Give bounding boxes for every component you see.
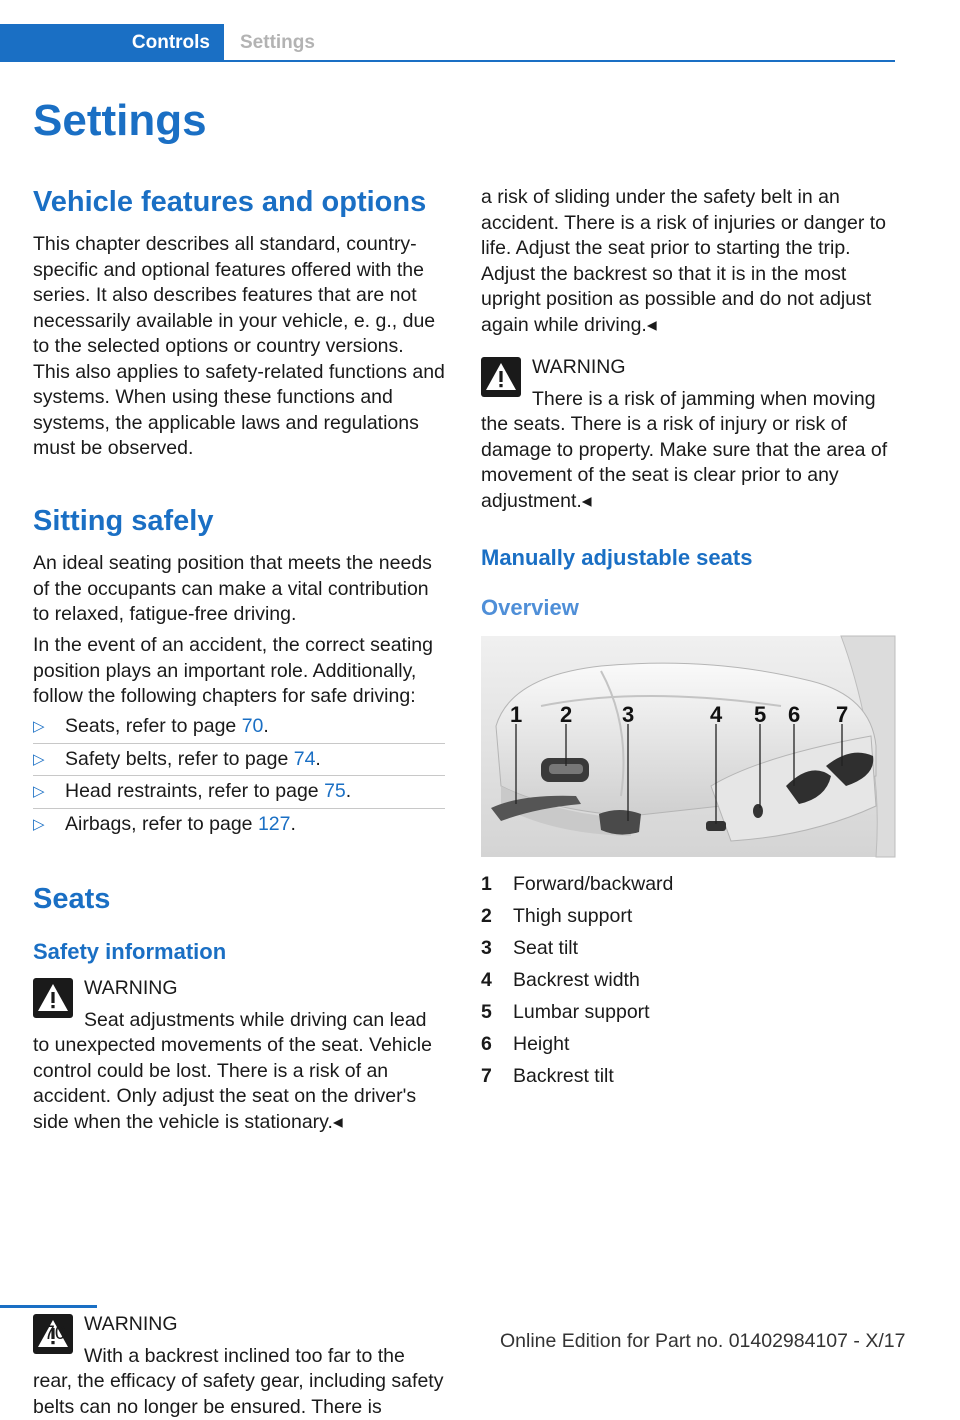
tab-settings[interactable]: Settings: [240, 32, 315, 53]
seat-illustration: [481, 636, 895, 857]
triangle-bullet-icon: ▷: [33, 783, 45, 800]
overview-heading: Overview: [481, 595, 579, 620]
sitting-safely-para2: In the event of an accident, the correct seating position plays an important role. Additionally, follow the following chapters for safe driving:: [33, 634, 433, 707]
sitting-safely-heading: Sitting safely: [33, 505, 214, 537]
list-item: 4 Backrest width: [481, 969, 640, 991]
list-item: 6 Height: [481, 1033, 570, 1055]
list-item: 1 Forward/backward: [481, 873, 674, 895]
page-link[interactable]: 75: [324, 780, 346, 802]
page-title: Settings: [33, 96, 207, 145]
warning-continued-text: a risk of sliding under the safety belt in an accident. There is a risk of injuries or danger to life. Adjust the seat prior to starting the trip. Adjust the backrest so that it is in the most upright position as possible and do not adjust again while driving.◂: [481, 186, 887, 336]
warning-text: rear, the efficacy of safety gear, including safety belts can no longer be ensured. There is: [33, 1370, 444, 1418]
manual-seats-heading: Manually adjustable seats: [481, 545, 753, 570]
reference-list: [33, 711, 445, 840]
vehicle-features-heading: Vehicle features and options: [33, 186, 427, 218]
figure-legend: [481, 868, 895, 1092]
warning-first-line: With a backrest inclined too far to the: [84, 1344, 405, 1367]
triangle-bullet-icon: ▷: [33, 815, 45, 833]
warning-icon: [33, 978, 73, 1018]
list-item: ▷ Seats, refer to page 70.: [33, 711, 445, 744]
warning-label: WARNING: [84, 1313, 178, 1335]
warning-label: WARNING: [84, 977, 178, 999]
list-item: ▷ Safety belts, refer to page 74.: [33, 744, 445, 777]
list-item: 3 Seat tilt: [481, 937, 579, 959]
left-column: [33, 0, 448, 1418]
page-link[interactable]: 127: [257, 812, 291, 835]
callout-5: 5: [754, 702, 767, 727]
edition-note: Online Edition for Part no. 01402984107 - X/17: [500, 1330, 906, 1352]
warning-block-1: [33, 976, 445, 1135]
list-item: 2 Thigh support: [481, 905, 633, 927]
warning-first-line: Seat adjustments while driving can lead: [84, 1008, 427, 1031]
callout-1: 1: [510, 702, 523, 727]
list-item: ▷ Airbags, refer to page 127.: [33, 809, 445, 841]
warning-label: WARNING: [532, 356, 626, 378]
tab-controls[interactable]: Controls: [0, 24, 224, 62]
callout-3: 3: [622, 702, 635, 727]
list-item: 5 Lumbar support: [481, 1001, 650, 1023]
footer-rule: [0, 1305, 97, 1308]
warning-text: the seats. There is a risk of injury or risk of damage to property. Make sure that the area of movement of the seat is clear prior to any adjustment.◂: [481, 413, 888, 512]
seats-heading: Seats: [33, 883, 111, 915]
page-link[interactable]: 74: [293, 747, 316, 770]
page-link[interactable]: 70: [241, 715, 264, 737]
right-column: [481, 0, 896, 620]
warning-first-line: There is a risk of jamming when moving: [532, 387, 876, 410]
list-item: 7 Backrest tilt: [481, 1065, 614, 1087]
vehicle-features-body: This chapter describes all standard, country-specific and optional features offered with the series. It also describes features that are not necessarily available in your vehicle, e. g., due to the selected options or country versions. This also applies to safety-related functions and systems. When using these functions and systems, the applicable laws and regulations must be observed.: [33, 233, 445, 459]
warning-block-3: [481, 355, 896, 514]
callout-4: 4: [710, 702, 723, 727]
page-number: 70: [44, 1322, 66, 1344]
sitting-safely-para1: An ideal seating position that meets the needs of the occupants can make a vital contribution to relaxed, fatigue-free driving.: [33, 552, 432, 625]
warning-text: to unexpected movements of the seat. Vehicle control could be lost. There is a risk of an accident. Only adjust the seat on the driver's side when the vehicle is stationary.◂: [33, 1034, 432, 1133]
seat-controls-figure: [481, 636, 895, 857]
safety-information-heading: Safety information: [33, 939, 227, 964]
triangle-bullet-icon: ▷: [33, 718, 45, 735]
callout-7: 7: [836, 702, 849, 727]
callout-6: 6: [788, 702, 801, 727]
list-item: ▷ Head restraints, refer to page 75.: [33, 776, 445, 809]
warning-block-2: [33, 1312, 448, 1420]
triangle-bullet-icon: ▷: [33, 750, 45, 768]
callout-2: 2: [560, 702, 573, 727]
warning-icon: [481, 357, 521, 397]
